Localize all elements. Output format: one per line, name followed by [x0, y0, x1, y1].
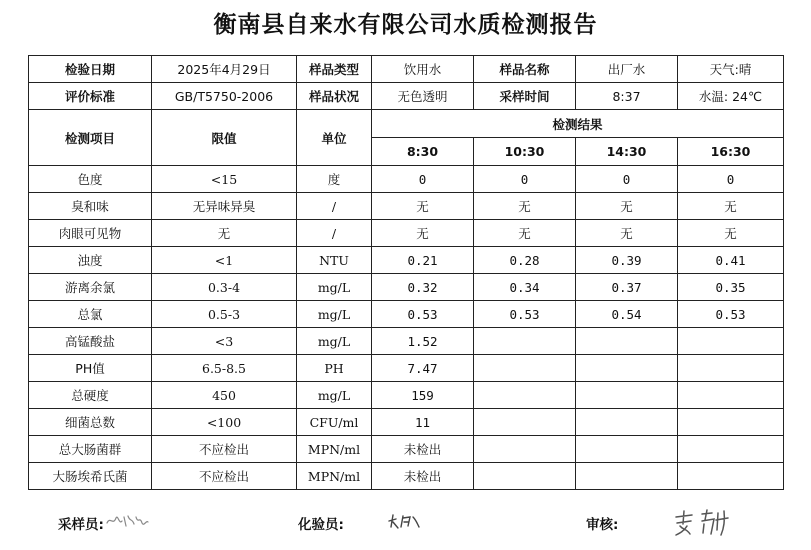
- row-item: 总大肠菌群: [29, 436, 152, 463]
- standard-value: GB/T5750-2006: [152, 83, 297, 110]
- row-value: 无: [576, 193, 678, 220]
- row-value: [474, 463, 576, 490]
- row-value: [576, 355, 678, 382]
- table-row: [29, 463, 784, 490]
- reviewer-signature: [672, 508, 734, 542]
- report-title: 衡南县自来水有限公司水质检测报告: [213, 12, 598, 38]
- table-row: [29, 328, 784, 355]
- table-row: [29, 247, 784, 274]
- row-unit: NTU: [297, 247, 372, 274]
- row-unit: mg/L: [297, 328, 372, 355]
- header-time: 16:30: [678, 138, 784, 166]
- row-value: [678, 436, 784, 463]
- row-value: [678, 328, 784, 355]
- row-item: 游离余氯: [29, 274, 152, 301]
- water-temp-value: 水温: 24℃: [678, 83, 784, 110]
- row-value: 0.21: [372, 247, 474, 274]
- row-unit: mg/L: [297, 382, 372, 409]
- row-value: [474, 409, 576, 436]
- row-unit: mg/L: [297, 274, 372, 301]
- row-value: 0: [678, 166, 784, 193]
- sample-name-value: 出厂水: [576, 56, 678, 83]
- row-value: 未检出: [372, 436, 474, 463]
- row-limit: 0.3-4: [152, 274, 297, 301]
- row-value: [678, 463, 784, 490]
- row-value: [678, 409, 784, 436]
- header-time: 8:30: [372, 138, 474, 166]
- row-value: 159: [372, 382, 474, 409]
- row-value: [576, 436, 678, 463]
- reviewer-label: 审核:: [586, 517, 619, 533]
- row-value: 无: [474, 193, 576, 220]
- row-value: 无: [678, 220, 784, 247]
- row-value: 未检出: [372, 463, 474, 490]
- row-value: [678, 382, 784, 409]
- row-limit: 无: [152, 220, 297, 247]
- tester-label: 化验员:: [298, 517, 344, 533]
- row-value: 0.54: [576, 301, 678, 328]
- row-value: 7.47: [372, 355, 474, 382]
- sampling-time-value: 8:37: [576, 83, 678, 110]
- row-value: 0.37: [576, 274, 678, 301]
- row-value: [474, 382, 576, 409]
- header-row-1: [29, 110, 784, 138]
- row-item: 大肠埃希氏菌: [29, 463, 152, 490]
- table-row: [29, 436, 784, 463]
- row-unit: CFU/ml: [297, 409, 372, 436]
- row-unit: mg/L: [297, 301, 372, 328]
- row-value: 11: [372, 409, 474, 436]
- row-value: 0.34: [474, 274, 576, 301]
- row-limit: <15: [152, 166, 297, 193]
- row-limit: 不应检出: [152, 463, 297, 490]
- sample-state-value: 无色透明: [372, 83, 474, 110]
- row-limit: 不应检出: [152, 436, 297, 463]
- sampler-label: 采样员:: [58, 517, 104, 533]
- row-value: 1.52: [372, 328, 474, 355]
- table-row: [29, 301, 784, 328]
- row-item: 总氯: [29, 301, 152, 328]
- row-value: [474, 328, 576, 355]
- row-value: [576, 463, 678, 490]
- row-limit: 450: [152, 382, 297, 409]
- sampler-signature: [104, 508, 150, 536]
- row-value: 无: [678, 193, 784, 220]
- row-value: 无: [474, 220, 576, 247]
- standard-label: 评价标准: [29, 83, 152, 110]
- row-value: 0.41: [678, 247, 784, 274]
- table-row: [29, 355, 784, 382]
- water-quality-table: [28, 55, 784, 490]
- row-limit: <100: [152, 409, 297, 436]
- row-unit: /: [297, 193, 372, 220]
- sampling-time-label: 采样时间: [474, 83, 576, 110]
- row-value: 0.32: [372, 274, 474, 301]
- weather-value: 天气:晴: [678, 56, 784, 83]
- sample-type-value: 饮用水: [372, 56, 474, 83]
- row-item: 色度: [29, 166, 152, 193]
- row-value: 0.35: [678, 274, 784, 301]
- row-limit: <3: [152, 328, 297, 355]
- row-item: 肉眼可见物: [29, 220, 152, 247]
- row-limit: <1: [152, 247, 297, 274]
- row-unit: 度: [297, 166, 372, 193]
- table-row: [29, 220, 784, 247]
- header-item: 检测项目: [29, 110, 152, 166]
- row-limit: 无异味异臭: [152, 193, 297, 220]
- row-item: 总硬度: [29, 382, 152, 409]
- info-row-1: [29, 56, 784, 83]
- row-value: [474, 436, 576, 463]
- header-time: 10:30: [474, 138, 576, 166]
- table-row: [29, 166, 784, 193]
- row-value: 0: [474, 166, 576, 193]
- header-time: 14:30: [576, 138, 678, 166]
- row-unit: MPN/ml: [297, 436, 372, 463]
- row-unit: MPN/ml: [297, 463, 372, 490]
- row-value: [576, 328, 678, 355]
- row-value: 0.39: [576, 247, 678, 274]
- row-item: 臭和味: [29, 193, 152, 220]
- sample-state-label: 样品状况: [297, 83, 372, 110]
- table-row: [29, 193, 784, 220]
- row-value: 0.53: [678, 301, 784, 328]
- header-results: 检测结果: [372, 110, 784, 138]
- row-unit: PH: [297, 355, 372, 382]
- row-item: 浊度: [29, 247, 152, 274]
- table-row: [29, 382, 784, 409]
- row-value: [678, 355, 784, 382]
- row-value: 0: [372, 166, 474, 193]
- header-limit: 限值: [152, 110, 297, 166]
- row-value: [576, 382, 678, 409]
- row-limit: 6.5-8.5: [152, 355, 297, 382]
- table-row: [29, 274, 784, 301]
- row-value: 0.53: [474, 301, 576, 328]
- row-item: PH值: [29, 355, 152, 382]
- sample-type-label: 样品类型: [297, 56, 372, 83]
- sample-name-label: 样品名称: [474, 56, 576, 83]
- row-item: 细菌总数: [29, 409, 152, 436]
- header-unit: 单位: [297, 110, 372, 166]
- row-value: [576, 409, 678, 436]
- row-value: 无: [576, 220, 678, 247]
- results-body: [29, 166, 784, 490]
- signature-area: [0, 508, 811, 538]
- row-value: 0.28: [474, 247, 576, 274]
- row-value: 无: [372, 220, 474, 247]
- date-value: 2025年4月29日: [152, 56, 297, 83]
- table-row: [29, 409, 784, 436]
- info-row-2: [29, 83, 784, 110]
- row-value: 0: [576, 166, 678, 193]
- row-value: [474, 355, 576, 382]
- row-value: 0.53: [372, 301, 474, 328]
- row-value: 无: [372, 193, 474, 220]
- row-unit: /: [297, 220, 372, 247]
- row-item: 高锰酸盐: [29, 328, 152, 355]
- row-limit: 0.5-3: [152, 301, 297, 328]
- tester-signature: [386, 508, 422, 536]
- date-label: 检验日期: [29, 56, 152, 83]
